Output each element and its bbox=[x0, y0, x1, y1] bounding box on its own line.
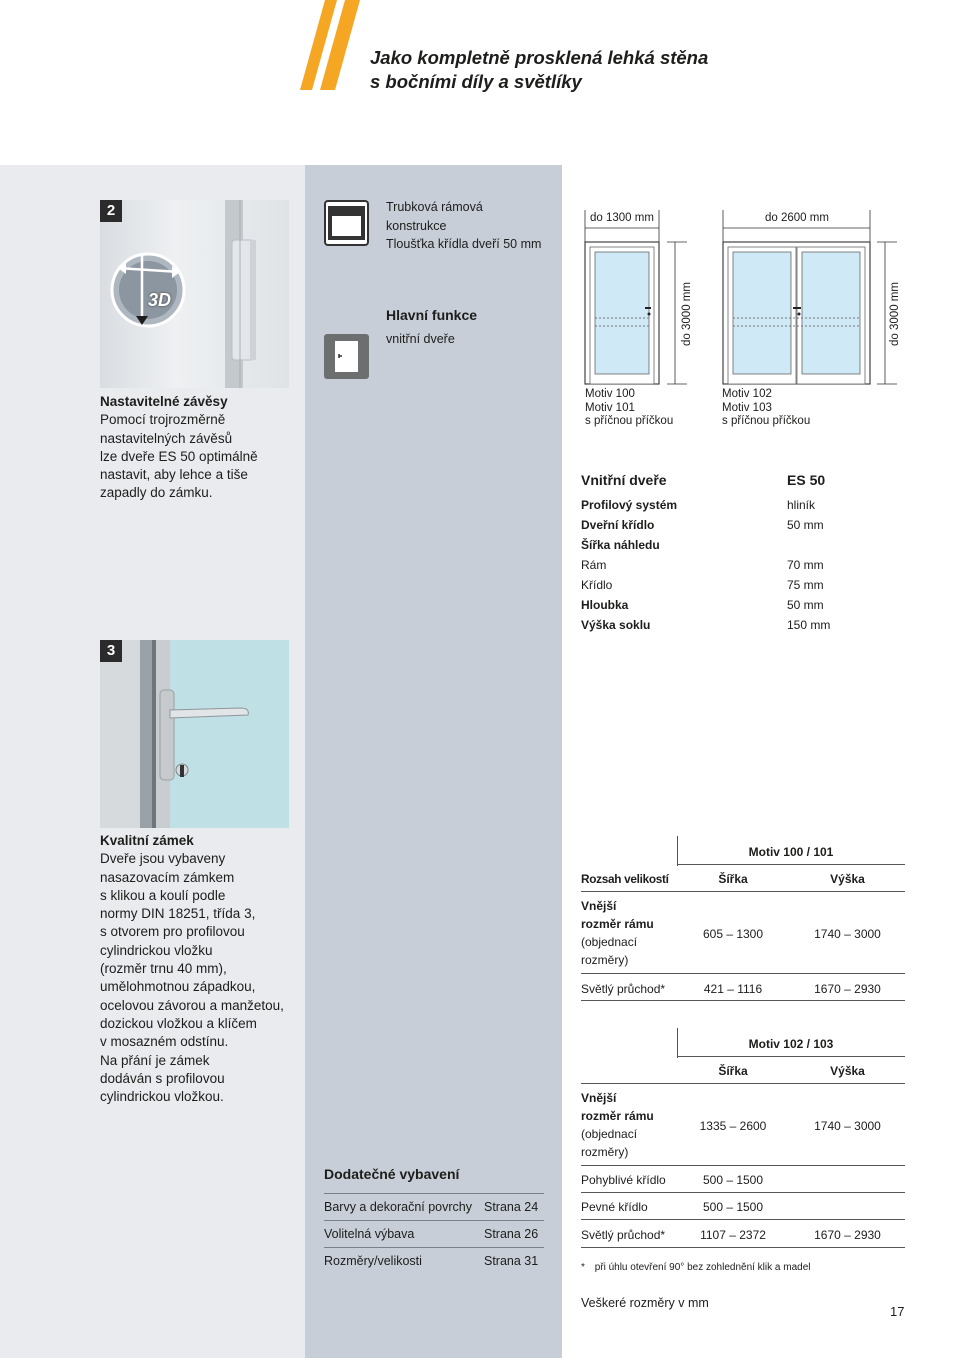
lock-line: dozickou vložkou a klíčem bbox=[100, 1015, 257, 1031]
spec-value: 50 mm bbox=[787, 598, 824, 612]
all-dims-note: Veškeré rozměry v mm bbox=[581, 1296, 709, 1310]
table2-line bbox=[581, 1192, 905, 1193]
table1-col1: Šířka bbox=[718, 872, 748, 886]
hinges-heading: Nastavitelné závěsy bbox=[100, 394, 228, 409]
table2-outer-h: 1740 – 3000 bbox=[814, 1119, 881, 1133]
extras-divider bbox=[324, 1247, 544, 1248]
spec-value: 150 mm bbox=[787, 618, 831, 632]
spec-label: Křídlo bbox=[581, 578, 613, 592]
lock-line: v mosazném odstínu. bbox=[100, 1034, 229, 1050]
frame-profile-icon bbox=[324, 200, 369, 246]
table1-line bbox=[581, 1000, 905, 1001]
extras-page-link[interactable]: Strana 31 bbox=[484, 1254, 539, 1268]
table2-group: Motiv 102 / 103 bbox=[748, 1037, 834, 1051]
lock-line: Dveře jsou vybaveny bbox=[100, 851, 226, 867]
spec-label: Dveřní křídlo bbox=[581, 518, 655, 532]
lock-photo bbox=[100, 640, 289, 828]
table2-clear-w: 1107 – 2372 bbox=[700, 1228, 766, 1242]
lock-line: s otvorem pro profilovou bbox=[100, 924, 245, 940]
spec-label: Výška soklu bbox=[581, 618, 651, 632]
hinges-line: nastavitelných závěsů bbox=[100, 430, 233, 446]
spec-label: Hloubka bbox=[581, 598, 629, 612]
lock-line: normy DIN 18251, třída 3, bbox=[100, 906, 256, 922]
table1-outer-label: Vnější rozměr rámu (objednací rozměry) bbox=[581, 899, 654, 967]
lock-heading: Kvalitní zámek bbox=[100, 833, 194, 848]
lock-line: dodáván s profilovou bbox=[100, 1070, 225, 1086]
header-stripes bbox=[300, 0, 370, 90]
extras-divider bbox=[324, 1193, 544, 1194]
lock-line: Na přání je zámek bbox=[100, 1052, 210, 1068]
single-width-dim: do 1300 mm bbox=[590, 212, 654, 224]
table2-clear-h: 1670 – 2930 bbox=[814, 1228, 881, 1242]
table1-line bbox=[581, 891, 905, 892]
table1-outer-h: 1740 – 3000 bbox=[814, 927, 881, 941]
hinges-line: Pomocí trojrozměrně bbox=[100, 412, 226, 428]
table1-col0: Rozsah velikostí bbox=[581, 872, 669, 886]
lock-block bbox=[100, 832, 300, 1106]
table1-clear-w: 421 – 1116 bbox=[703, 982, 763, 996]
door-drawings bbox=[575, 210, 915, 390]
lock-line: cylindrickou vložku bbox=[100, 942, 213, 958]
table1-clear-h: 1670 – 2930 bbox=[814, 982, 881, 996]
footnote-star: * bbox=[581, 1262, 585, 1273]
interior-door-icon bbox=[324, 334, 369, 379]
specs-heading: Vnitřní dveře bbox=[581, 472, 667, 488]
specs-model: ES 50 bbox=[787, 472, 826, 488]
hinge-photo bbox=[100, 200, 289, 388]
table2-outer-w: 1335 – 2600 bbox=[699, 1119, 767, 1133]
spec-value: hliník bbox=[787, 498, 816, 512]
extras-divider bbox=[324, 1220, 544, 1221]
table1-col2: Výška bbox=[830, 872, 865, 886]
table2-fixed-w: 500 – 1500 bbox=[702, 1200, 764, 1214]
table2-col1: Šířka bbox=[718, 1064, 748, 1078]
table2-outer-label: Vnější rozměr rámu (objednací rozměry) bbox=[581, 1091, 654, 1159]
photo-number-3: 3 bbox=[100, 640, 122, 662]
construction-text: Trubková rámová konstrukce Tloušťka křídla dveří 50 mm bbox=[386, 200, 542, 251]
spec-value: 75 mm bbox=[787, 578, 824, 592]
table1-group: Motiv 100 / 101 bbox=[748, 845, 834, 859]
spec-label: Profilový systém bbox=[581, 498, 678, 512]
double-width-dim: do 2600 mm bbox=[765, 212, 829, 224]
lock-line: s klikou a koulí podle bbox=[100, 887, 226, 903]
page-number: 17 bbox=[890, 1304, 905, 1319]
main-function-sub: vnitřní dveře bbox=[386, 332, 455, 346]
table1-line bbox=[581, 973, 905, 974]
spec-label: Rám bbox=[581, 558, 607, 572]
extras-label: Barvy a dekorační povrchy bbox=[324, 1200, 472, 1214]
extras-label: Volitelná výbava bbox=[324, 1227, 415, 1241]
spec-label: Šířka náhledu bbox=[581, 538, 660, 552]
page-title: Jako kompletně prosklená lehká stěna s bočními díly a světlíky bbox=[370, 47, 709, 92]
photo-number-2: 2 bbox=[100, 200, 122, 222]
table2-clear-label: Světlý průchod* bbox=[581, 1228, 666, 1242]
extras-page-link[interactable]: Strana 26 bbox=[484, 1227, 539, 1241]
table1-clear-label: Světlý průchod* bbox=[581, 982, 666, 996]
table2-moving-label: Pohyblivé křídlo bbox=[581, 1173, 666, 1187]
lock-line: ocelovou závorou a manžetou, bbox=[100, 997, 284, 1013]
spec-value: 70 mm bbox=[787, 558, 824, 572]
double-height-dim: do 3000 mm bbox=[889, 282, 901, 346]
extras-page-link[interactable]: Strana 24 bbox=[484, 1200, 539, 1214]
table2-line bbox=[581, 1247, 905, 1248]
lock-line: umělohmotnou západkou, bbox=[100, 979, 256, 995]
table1-line bbox=[677, 864, 905, 865]
extras-label: Rozměry/velikosti bbox=[324, 1254, 422, 1268]
hinges-line: nastavit, aby lehce a tiše bbox=[100, 467, 248, 483]
single-door-caption: Motiv 100 Motiv 101 s příčnou příčkou bbox=[585, 388, 674, 427]
hinges-block bbox=[100, 393, 300, 503]
table2-line bbox=[581, 1219, 905, 1220]
main-function-heading: Hlavní funkce bbox=[386, 307, 478, 323]
footnote-text: při úhlu otevření 90° bez zohlednění klik a madel bbox=[594, 1262, 811, 1273]
table2-line bbox=[581, 1165, 905, 1166]
hinges-line: zapadly do zámku. bbox=[100, 485, 213, 501]
spec-value: 50 mm bbox=[787, 518, 824, 532]
table2-col2: Výška bbox=[830, 1064, 865, 1078]
3d-badge: 3D bbox=[148, 290, 172, 310]
hinges-line: lze dveře ES 50 optimálně bbox=[100, 448, 258, 464]
table2-fixed-label: Pevné křídlo bbox=[581, 1200, 648, 1214]
table2-moving-w: 500 – 1500 bbox=[702, 1173, 764, 1187]
single-height-dim: do 3000 mm bbox=[681, 282, 693, 346]
lock-line: nasazovacím zámkem bbox=[100, 869, 235, 885]
table1-outer-w: 605 – 1300 bbox=[702, 927, 764, 941]
footnote bbox=[581, 1262, 810, 1273]
lock-line: (rozměr trnu 40 mm), bbox=[100, 961, 227, 977]
table2-line bbox=[581, 1083, 905, 1084]
lock-line: cylindrickou vložkou. bbox=[100, 1089, 224, 1105]
double-door-caption: Motiv 102 Motiv 103 s příčnou příčkou bbox=[722, 388, 811, 427]
table2-line bbox=[677, 1056, 905, 1057]
extras-heading: Dodatečné vybavení bbox=[324, 1166, 460, 1182]
